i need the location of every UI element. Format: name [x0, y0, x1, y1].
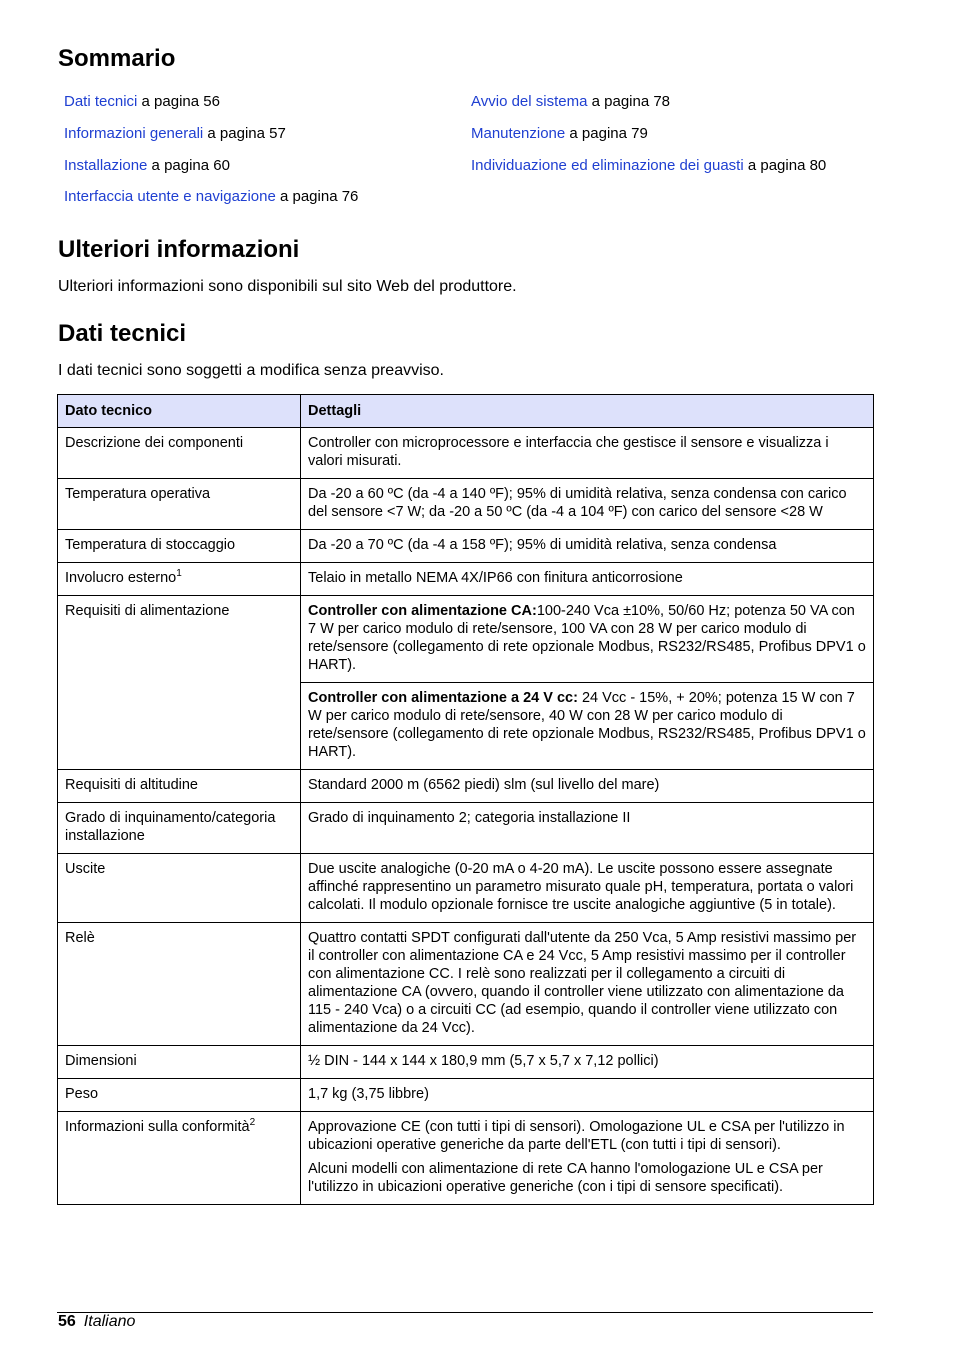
footer-divider: [57, 1312, 873, 1313]
table-row: [58, 563, 874, 596]
toc-item-dati-tecnici: Dati tecnici a pagina 56: [64, 93, 220, 110]
specifications-table: [57, 394, 874, 1205]
toc-item-interfaccia: Interfaccia utente e navigazione a pagina 76: [64, 188, 359, 205]
row-label: Requisiti di altitudine: [58, 770, 301, 803]
row-label: Informazioni sulla conformità$^2$: [58, 1112, 301, 1205]
row-label: Grado di inquinamento/categoria installazione: [58, 803, 301, 854]
toc-link[interactable]: Avvio del sistema: [471, 93, 588, 110]
table-row: [58, 803, 874, 854]
row-detail: Quattro contatti SPDT configurati dall'utente da 250 Vca, 5 Amp resistivi massimo per il controller con alimentazione CA e 24 Vcc, 5 Amp resistivi massimo per il controller con alimentazione CC. I relè sono realizzati per il collegamento a circuiti di alimentazione CA (ovvero, quando il controller viene utilizzato con alimentazione da 115 - 240 Vca) o a circuiti CC (ad esempio, quando il controller viene utilizzato con alimentazione da 24 Vcc).: [301, 923, 874, 1046]
toc-item-manutenzione: Manutenzione a pagina 79: [471, 125, 648, 142]
row-detail: ½ DIN - 144 x 144 x 180,9 mm (5,7 x 5,7 x 7,12 pollici): [301, 1046, 874, 1079]
row-label: Descrizione dei componenti: [58, 428, 301, 479]
row-label: Temperatura di stoccaggio: [58, 530, 301, 563]
toc-link[interactable]: Individuazione ed eliminazione dei guasti: [471, 157, 744, 174]
table-row: [58, 596, 874, 683]
row-detail: Approvazione CE (con tutti i tipi di sensori). Omologazione UL e CSA per l'utilizzo in ubicazioni operative generiche da parte dell'ETL (con tutti i tipi di sensori). Alcuni modelli con alimentazione di rete CA hanno l'omologazione UL e CSA per l'utilizzo in ubicazioni operative generiche (con i tipi di sensore specificati).: [301, 1112, 874, 1205]
row-detail: Due uscite analogiche (0-20 mA o 4-20 mA). Le uscite possono essere assegnate affinché rappresentino un parametro misurato quale pH, temperatura, portata o valori calcolati. Il modulo opzionale fornisce tre uscite analogiche aggiuntive (5 in totale).: [301, 854, 874, 923]
row-detail: Telaio in metallo NEMA 4X/IP66 con finitura anticorrosione: [301, 563, 874, 596]
row-detail: Da -20 a 60 ºC (da -4 a 140 ºF); 95% di umidità relativa, senza condensa con carico del sensore <7 W; da -20 a 50 ºC (da -4 a 104 ºF) con carico del sensore <28 W: [301, 479, 874, 530]
row-label: Requisiti di alimentazione: [58, 596, 301, 770]
row-label: Dimensioni: [58, 1046, 301, 1079]
table-row: [58, 1079, 874, 1112]
page-number: 56: [58, 1313, 76, 1330]
row-label: Relè: [58, 923, 301, 1046]
table-row: [58, 1112, 874, 1205]
column-header: Dettagli: [301, 395, 874, 428]
toc-item-informazioni-generali: Informazioni generali a pagina 57: [64, 125, 286, 142]
row-detail: Controller con microprocessore e interfaccia che gestisce il sensore e visualizza i valori misurati.: [301, 428, 874, 479]
row-detail: Grado di inquinamento 2; categoria installazione II: [301, 803, 874, 854]
dati-intro-text: I dati tecnici sono soggetti a modifica senza preavviso.: [58, 362, 444, 379]
table-row: [58, 854, 874, 923]
heading-sommario: Sommario: [58, 45, 176, 72]
ulteriori-text: Ulteriori informazioni sono disponibili sul sito Web del produttore.: [58, 278, 517, 295]
toc-link[interactable]: Installazione: [64, 157, 148, 174]
table-row: [58, 923, 874, 1046]
footer-language: Italiano: [83, 1313, 136, 1330]
table-header-row: [58, 395, 874, 428]
table-row: [58, 479, 874, 530]
page-footer: [58, 1312, 135, 1332]
row-label: Uscite: [58, 854, 301, 923]
row-label: Temperatura operativa: [58, 479, 301, 530]
heading-ulteriori-informazioni: Ulteriori informazioni: [58, 236, 300, 263]
row-detail-dc: Controller con alimentazione a 24 V cc: 24 Vcc - 15%, + 20%; potenza 15 W con 7 W per carico modulo di rete/sensore, 40 W con 28 W per carico modulo di rete/sensore (collegamento di rete opzionale Modbus, RS232/RS485, Profibus DPV1 o HART).: [301, 683, 874, 770]
table-row: [58, 428, 874, 479]
footnote-marker: 2: [249, 1117, 256, 1129]
table-row: [58, 770, 874, 803]
row-detail-ac: Controller con alimentazione CA:100-240 Vca ±10%, 50/60 Hz; potenza 50 VA con 7 W per carico modulo di rete/sensore, 100 VA con 28 W per carico modulo di rete/sensore (collegamento di rete opzionale Modbus, RS232/RS485, Profibus DPV1 o HART).: [301, 596, 874, 683]
table-row: [58, 1046, 874, 1079]
table-row: [58, 530, 874, 563]
column-header: Dato tecnico: [58, 395, 301, 428]
row-detail: Standard 2000 m (6562 piedi) slm (sul livello del mare): [301, 770, 874, 803]
toc-link[interactable]: Interfaccia utente e navigazione: [64, 188, 276, 205]
row-label: Peso: [58, 1079, 301, 1112]
toc-item-guasti: Individuazione ed eliminazione dei guasti a pagina 80: [471, 157, 827, 174]
row-detail: 1,7 kg (3,75 libbre): [301, 1079, 874, 1112]
toc-item-installazione: Installazione a pagina 60: [64, 157, 230, 174]
toc-link[interactable]: Manutenzione: [471, 125, 566, 142]
row-detail: Da -20 a 70 ºC (da -4 a 158 ºF); 95% di umidità relativa, senza condensa: [301, 530, 874, 563]
toc-link[interactable]: Informazioni generali: [64, 125, 204, 142]
footnote-marker: 1: [176, 568, 182, 580]
toc-item-avvio: Avvio del sistema a pagina 78: [471, 93, 671, 110]
heading-dati-tecnici: Dati tecnici: [58, 320, 187, 347]
toc-link[interactable]: Dati tecnici: [64, 93, 138, 110]
row-label: Involucro esterno$^1$: [58, 563, 301, 596]
